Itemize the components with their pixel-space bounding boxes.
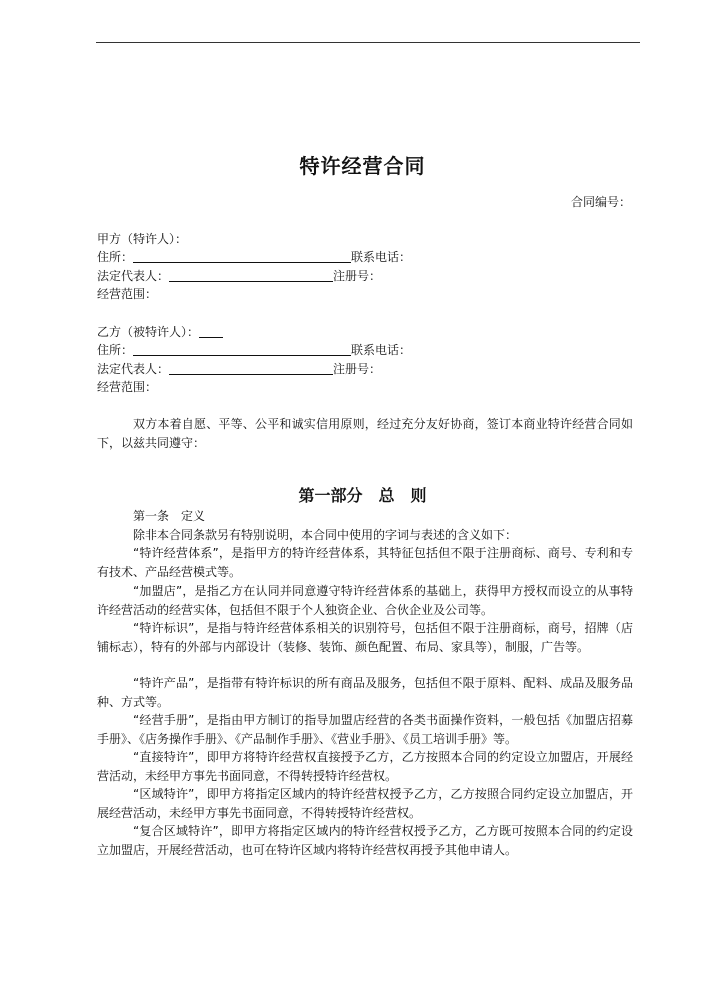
definition-paragraph: “经营手册”，是指由甲方制订的指导加盟店经营的各类书面操作资料，一般包括《加盟店招募手册》、《店务操作手册》、《产品制作手册》、《营业手册》、《员工培训手册》等。 [97,713,633,746]
article-one-title: 第一条 定义 [133,509,206,523]
definition-paragraph: “复合区域特许”，即甲方将指定区域内的特许经营权授予乙方，乙方既可按照本合同的约定设立加盟店，开展经营活动，也可在特许区域内将特许经营权再授予其他申请人。 [97,824,633,857]
definition-paragraph: “区域特许”，即甲方将指定区域内的特许经营权授予乙方，乙方按照合同约定设立加盟店，开展经营活动，未经甲方事先书面同意，不得转授特许经营权。 [97,787,633,820]
party-b-scope-label: 经营范围： [97,380,158,394]
party-b-address-label: 住所： [97,343,134,357]
document-title: 特许经营合同 [299,154,426,178]
party-b-rep-field[interactable] [169,361,333,375]
definition-paragraph: “特许经营体系”，是指甲方的特许经营体系，其特征包括但不限于注册商标、商号、专利和专有技术、产品经营模式等。 [97,546,633,579]
definition-paragraph: “特许标识”，是指与特许经营体系相关的识别符号，包括但不限于注册商标，商号，招牌（店铺标志），特有的外部与内部设计（装修、装饰、颜色配置、布局、家具等），制服，广告等。 [97,621,633,654]
party-a-phone-label: 联系电话： [351,250,412,264]
party-a-address-row [97,248,411,266]
header-rule [96,42,640,43]
party-b-reg-label: 注册号： [333,362,382,376]
contract-number-label: 合同编号： [570,195,631,209]
party-a-scope-label: 经营范围： [97,287,158,301]
party-b-scope-row [97,378,157,396]
party-b-name-field[interactable] [199,324,223,338]
party-b-address-row [97,341,411,359]
party-a-address-field[interactable] [133,249,351,263]
party-a-address-label: 住所： [97,250,134,264]
party-a-heading [97,230,187,248]
party-b-rep-label: 法定代表人： [97,362,170,376]
party-a-heading-text: 甲方（特许人）： [97,232,188,246]
definition-paragraph: “加盟店”，是指乙方在认同并同意遵守特许经营体系的基础上，获得甲方授权而设立的从事特许经营活动的经营实体，包括但不限于个人独资企业、合伙企业及公司等。 [97,584,633,617]
party-a-reg-label: 注册号： [333,269,382,283]
definition-paragraph: “特许产品”，是指带有特许标识的所有商品及服务，包括但不限于原料、配料、成品及服务品种、方式等。 [97,676,633,709]
party-a-rep-label: 法定代表人： [97,269,170,283]
intro-paragraph: 双方本着自愿、平等、公平和诚实信用原则，经过充分友好协商，签订本商业特许经营合同如下，以兹共同遵守： [97,417,633,450]
party-b-phone-label: 联系电话： [351,343,412,357]
party-b-rep-row [97,360,381,378]
part-one-title: 第一部分 总 则 [298,486,427,505]
party-b-heading-text: 乙方（被特许人）： [97,325,200,339]
party-b-heading [97,323,223,341]
party-a-scope-row [97,285,157,303]
definition-paragraph: 除非本合同条款另有特别说明，本合同中使用的字词与表述的含义如下： [133,528,518,542]
party-a-rep-row [97,267,381,285]
party-a-rep-field[interactable] [169,268,333,282]
definition-paragraph: “直接特许”，即甲方将特许经营权直接授予乙方，乙方按照本合同的约定设立加盟店，开展经营活动，未经甲方事先书面同意，不得转授特许经营权。 [97,750,633,783]
party-b-address-field[interactable] [133,342,351,356]
